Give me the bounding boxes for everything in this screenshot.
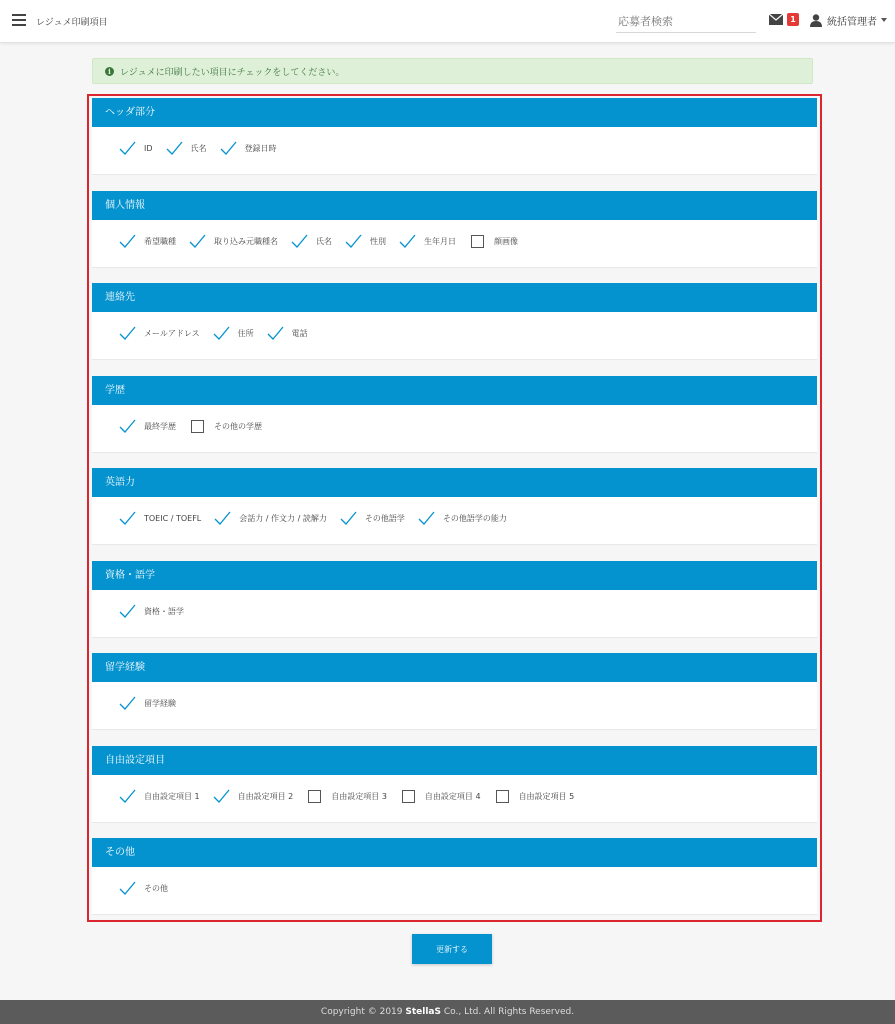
checkmark-icon[interactable]: [418, 510, 435, 527]
caret-down-icon: [881, 18, 887, 22]
checkbox-option[interactable]: [119, 418, 176, 435]
checkmark-icon[interactable]: [119, 695, 136, 712]
checkbox-label: 取り込み元職種名: [214, 236, 278, 246]
checkbox-label: TOEIC / TOEFL: [144, 514, 202, 523]
checkbox-option[interactable]: [189, 233, 278, 250]
checkbox-label: その他語学: [364, 514, 405, 523]
checkbox-label: 会話力 / 作文力 / 読解力: [239, 514, 327, 523]
section-header: 連絡先: [92, 283, 817, 312]
section-card: [92, 191, 817, 268]
checkmark-icon[interactable]: [119, 788, 136, 805]
checkbox-option[interactable]: [345, 233, 386, 250]
option-row: [119, 140, 290, 157]
checkbox-label: 自由設定項目 1: [144, 791, 200, 801]
checkbox-option[interactable]: [220, 140, 277, 157]
checkmark-icon[interactable]: [213, 325, 230, 342]
section-card: [92, 561, 817, 638]
section-card: [92, 838, 817, 915]
checkbox-label: 希望職種: [144, 236, 176, 246]
checkmark-icon[interactable]: [399, 233, 416, 250]
checkbox-label: 生年月日: [424, 236, 456, 246]
checkmark-icon[interactable]: [119, 233, 136, 250]
option-row: [119, 325, 321, 342]
print-items-panel: [87, 94, 822, 922]
checkmark-icon[interactable]: [119, 325, 136, 342]
option-row: [119, 418, 275, 435]
checkbox-label: ID: [144, 144, 153, 153]
notification-badge[interactable]: 1: [787, 13, 799, 26]
checkbox-label: 登録日時: [244, 144, 277, 153]
checkbox-option[interactable]: [189, 420, 262, 433]
info-alert: [92, 58, 813, 84]
checkbox-label: 住所: [237, 329, 254, 338]
checkbox-option[interactable]: [399, 233, 456, 250]
checkmark-icon[interactable]: [267, 325, 284, 342]
footer-prefix: Copyright © 2019: [320, 1007, 406, 1017]
checkbox-label: 顔画像: [494, 236, 518, 246]
option-row: [119, 695, 189, 712]
checkmark-icon[interactable]: [213, 788, 230, 805]
section-card: [92, 653, 817, 730]
checkmark-icon[interactable]: [166, 140, 183, 157]
checkbox-option[interactable]: [119, 325, 200, 342]
empty-checkbox-icon[interactable]: [496, 790, 509, 803]
section-header: 個人情報: [92, 191, 817, 220]
checkbox-label: その他の学歴: [214, 421, 262, 431]
option-row: [119, 788, 587, 805]
checkbox-option[interactable]: [119, 788, 200, 805]
checkbox-option[interactable]: [213, 325, 254, 342]
checkbox-option[interactable]: [119, 233, 176, 250]
section-card: [92, 746, 817, 823]
checkmark-icon[interactable]: [119, 140, 136, 157]
empty-checkbox-icon[interactable]: [471, 235, 484, 248]
info-circle-icon: i: [105, 67, 114, 76]
page-title: レジュメ印刷項目: [36, 18, 108, 28]
checkbox-label: 氏名: [190, 144, 207, 153]
section-header: 留学経験: [92, 653, 817, 682]
hamburger-menu-icon[interactable]: [12, 14, 26, 26]
checkmark-icon[interactable]: [119, 510, 136, 527]
section-card: [92, 283, 817, 360]
checkbox-label: メールアドレス: [144, 329, 200, 338]
checkbox-label: 電話: [291, 329, 308, 338]
empty-checkbox-icon[interactable]: [402, 790, 415, 803]
checkbox-option[interactable]: [469, 235, 518, 248]
checkbox-option[interactable]: [119, 603, 184, 620]
checkmark-icon[interactable]: [214, 510, 231, 527]
checkbox-option[interactable]: [119, 695, 176, 712]
checkmark-icon[interactable]: [220, 140, 237, 157]
footer-suffix: Co., Ltd. All Rights Reserved.: [441, 1007, 575, 1017]
checkbox-option[interactable]: [340, 510, 405, 527]
checkbox-option[interactable]: [214, 510, 327, 527]
checkbox-label: 自由設定項目 4: [424, 791, 481, 801]
user-menu[interactable]: [810, 12, 887, 28]
section-header: 学歴: [92, 376, 817, 405]
option-row: [119, 233, 531, 250]
checkbox-label: 自由設定項目 5: [518, 791, 575, 801]
checkbox-label: 最終学歴: [144, 421, 176, 431]
checkbox-label: 資格・語学: [144, 606, 184, 616]
option-row: [119, 510, 520, 527]
checkbox-label: その他: [144, 884, 168, 893]
checkbox-option[interactable]: [119, 880, 168, 897]
checkbox-label: 自由設定項目 3: [331, 791, 387, 801]
empty-checkbox-icon[interactable]: [191, 420, 204, 433]
checkmark-icon[interactable]: [291, 233, 308, 250]
checkmark-icon[interactable]: [345, 233, 362, 250]
user-icon: [810, 14, 822, 27]
checkbox-option[interactable]: [494, 790, 575, 803]
update-button[interactable]: 更新する: [412, 934, 492, 964]
section-card: [92, 468, 817, 545]
checkmark-icon[interactable]: [119, 603, 136, 620]
checkbox-option[interactable]: [291, 233, 332, 250]
checkbox-label: 性別: [370, 236, 386, 246]
checkbox-option[interactable]: [400, 790, 481, 803]
checkbox-option[interactable]: [306, 790, 387, 803]
option-row: [119, 880, 181, 897]
checkbox-label: 留学経験: [144, 699, 176, 708]
footer-company: StellaS: [405, 1007, 441, 1017]
checkbox-label: 氏名: [316, 236, 332, 246]
footer: [0, 1000, 895, 1024]
section-header: 英語力: [92, 468, 817, 497]
envelope-icon[interactable]: [769, 14, 783, 25]
checkbox-option[interactable]: [166, 140, 207, 157]
checkbox-option[interactable]: [119, 140, 153, 157]
checkbox-option[interactable]: [119, 510, 201, 527]
checkmark-icon[interactable]: [119, 880, 136, 897]
applicant-search-input[interactable]: [616, 10, 756, 33]
checkmark-icon[interactable]: [340, 510, 357, 527]
checkbox-option[interactable]: [418, 510, 507, 527]
section-header: ヘッダ部分: [92, 98, 817, 127]
empty-checkbox-icon[interactable]: [308, 790, 321, 803]
checkbox-option[interactable]: [213, 788, 294, 805]
top-navbar: [0, 0, 895, 43]
alert-message: レジュメに印刷したい項目にチェックをしてください。: [120, 67, 345, 78]
user-name: 統括管理者: [827, 16, 877, 28]
checkbox-option[interactable]: [267, 325, 308, 342]
section-card: [92, 376, 817, 453]
checkmark-icon[interactable]: [189, 233, 206, 250]
section-card: [92, 98, 817, 175]
section-header: 自由設定項目: [92, 746, 817, 775]
option-row: [119, 603, 197, 620]
checkbox-label: その他語学の能力: [442, 514, 507, 523]
section-header: その他: [92, 838, 817, 867]
section-header: 資格・語学: [92, 561, 817, 590]
checkbox-label: 自由設定項目 2: [237, 791, 294, 801]
checkmark-icon[interactable]: [119, 418, 136, 435]
